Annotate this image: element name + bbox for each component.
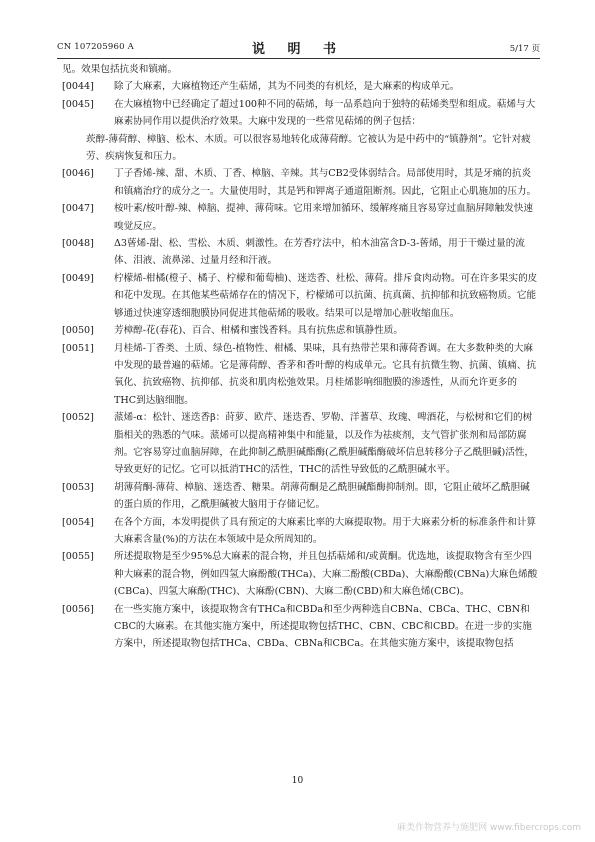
paragraph	[62, 131, 539, 166]
paragraph	[62, 78, 539, 95]
document-title: 说 明 书	[251, 42, 346, 57]
paragraph-number: [0052]	[62, 412, 94, 424]
paragraph-text: 蒎烯-α：松针、迷迭香β：莳萝、欧芹、迷迭香、罗勒、洋蓍草、玫瑰、啤酒花，与松树和它们的树脂相关的熟悉的气味。蒎烯可以提高精神集中和能量，以及作为祛痰剂，支气管扩张剂和局部防腐剂。它容易穿过血脑屏障，在此抑制乙酰胆碱酯酶(乙酰胆碱酯酶破坏信息转移分子乙酰胆碱)活性，导致更好的记忆。它可以抵消THC的活性，THC的活性导致低的乙酰胆碱水平。	[114, 412, 535, 476]
watermark-text: 麻类作物营养与施肥网 www.fibercrops.com	[397, 823, 581, 833]
paragraph	[62, 479, 539, 514]
document-body	[62, 61, 539, 653]
paragraph-number: [0049]	[62, 272, 94, 284]
paragraph	[62, 601, 539, 653]
header-rule	[57, 58, 540, 59]
paragraph-text: 所述提取物是至少95%总大麻素的混合物，并且包括萜烯和/或黄酮。优选地，该提取物含有至少四种大麻素的混合物，例如四氢大麻酚酸(THCa)、大麻二酚酸(CBDa)、大麻酚酸(CBNa)大麻色烯酸(CBCa)、四氢大麻酚(THC)、大麻酚(CBN)、大麻二酚(CBD)和大麻色烯(CBC)。	[114, 551, 538, 598]
paragraph-number: [0047]	[62, 203, 94, 215]
paragraph	[62, 200, 539, 235]
paragraph	[62, 165, 539, 200]
paragraph-text: 除了大麻素，大麻植物还产生萜烯，其为不同类的有机烃，是大麻素的构成单元。	[114, 81, 460, 93]
page-info: 5/17 页	[509, 44, 540, 54]
paragraph-number: [0056]	[62, 603, 94, 615]
paragraph-list	[62, 78, 539, 652]
paragraph-text: 在各个方面，本发明提供了具有预定的大麻素比率的大麻提取物。用于大麻素分析的标准条件和计算大麻素含量(%)的方法在本领域中是众所周知的。	[114, 516, 537, 545]
paragraph-text: 莰醇-薄荷醇、樟脑、松木、木质。可以很容易地转化成薄荷醇。它被认为是中药中的“镇静剂”。它针对疲劳、疾病恢复和压力。	[86, 133, 531, 163]
paragraph-text: 柠檬烯-柑橘(橙子、橘子、柠檬和葡萄柚)、迷迭香、杜松、薄荷。排斥食肉动物。可在许多果实的皮和花中发现。在其他某些萜烯存在的情况下，柠檬烯可以抗菌、抗真菌、抗抑郁和抗致癌物质。它能够通过快速穿透细胞膜协同促进其他萜烯的吸收。结果可以是增加心脏收缩血压。	[114, 272, 538, 319]
paragraph-text: 胡薄荷酮-薄荷、樟脑、迷迭香、糖果。胡薄荷酮是乙酰胆碱酯酶抑制剂。即，它阻止破坏乙酰胆碱的蛋白质的作用，乙酰胆碱被大脑用于存储记忆。	[114, 481, 530, 511]
paragraph-text: 在大麻植物中已经确定了超过100种不同的萜烯，每一品系趋向于独特的萜烯类型和组成。萜烯与大麻素协同作用以提供治疗效果。大麻中发现的一些常见萜烯的例子包括：	[114, 98, 536, 128]
paragraph	[62, 548, 539, 600]
page-header	[57, 38, 540, 60]
paragraph-text: 芳樟醇-花(春花)、百合、柑橘和蜜饯香料。具有抗焦虑和镇静性质。	[114, 325, 403, 337]
paragraph	[62, 340, 539, 410]
paragraph	[62, 270, 539, 322]
continued-paragraph: 见。效果包括抗炎和镇痛。	[62, 64, 178, 75]
paragraph-number: [0054]	[62, 516, 94, 528]
paragraph	[62, 96, 539, 131]
paragraph	[62, 322, 539, 339]
paragraph-number: [0053]	[62, 481, 94, 493]
page-number: 10	[291, 776, 304, 786]
document-number: CN 107205960 A	[57, 42, 134, 52]
paragraph-number: [0046]	[62, 168, 94, 180]
paragraph-number: [0055]	[62, 551, 94, 563]
paragraph-text: 桉叶素/桉叶醇-辣、樟脑、提神、薄荷味。它用来增加循环、缓解疼痛且容易穿过血脑屏障触发快速嗅觉反应。	[114, 203, 534, 232]
paragraph-text: Δ3蒈烯-甜、松、雪松、木质、刺激性。在芳香疗法中，柏木油富含D-3-蒈烯，用于干燥过量的流体、泪液、流鼻涕、过量月经和汗液。	[114, 238, 525, 267]
paragraph-text: 月桂烯-丁香类、土质、绿色-植物性、柑橘、果味，具有热带芒果和薄荷香调。在大多数种类的大麻中发现的最普遍的萜烯。它是薄荷醇、香茅和香叶醇的构成单元。它具有抗微生物、抗菌、镇痛、抗氧化、抗致癌物、抗抑郁、抗炎和肌肉松弛效果。月桂烯影响细胞膜的渗透性，从而允许更多的THC到达脑细胞。	[114, 342, 537, 406]
paragraph-number: [0048]	[62, 238, 94, 250]
paragraph	[62, 514, 539, 549]
paragraph-text: 丁子香烯-辣、甜、木质、丁香、樟脑、辛辣。其与CB2受体弱结合。局部使用时，其是牙痛的抗炎和镇痛治疗的成分之一。大量使用时，其是钙和钾离子通道阻断剂。因此，它阻止心肌施加的压力。	[114, 168, 537, 197]
paragraph-number: [0051]	[62, 342, 94, 354]
paragraph-number: [0045]	[62, 98, 94, 110]
paragraph	[62, 235, 539, 270]
paragraph	[62, 409, 539, 479]
paragraph-number: [0044]	[62, 81, 94, 93]
paragraph-text: 在一些实施方案中，该提取物含有THCa和CBDa和至少两种选自CBNa、CBCa、THC、CBN和CBC的大麻素。在其他实施方案中，所述提取物包括THC、CBN、CBC和CBD。在进一步的实施方案中，所述提取物包括THCa、CBDa、CBNa和CBCa。在其他实施方案中，该提取物包括	[114, 603, 532, 650]
paragraph-number: [0050]	[62, 325, 94, 337]
